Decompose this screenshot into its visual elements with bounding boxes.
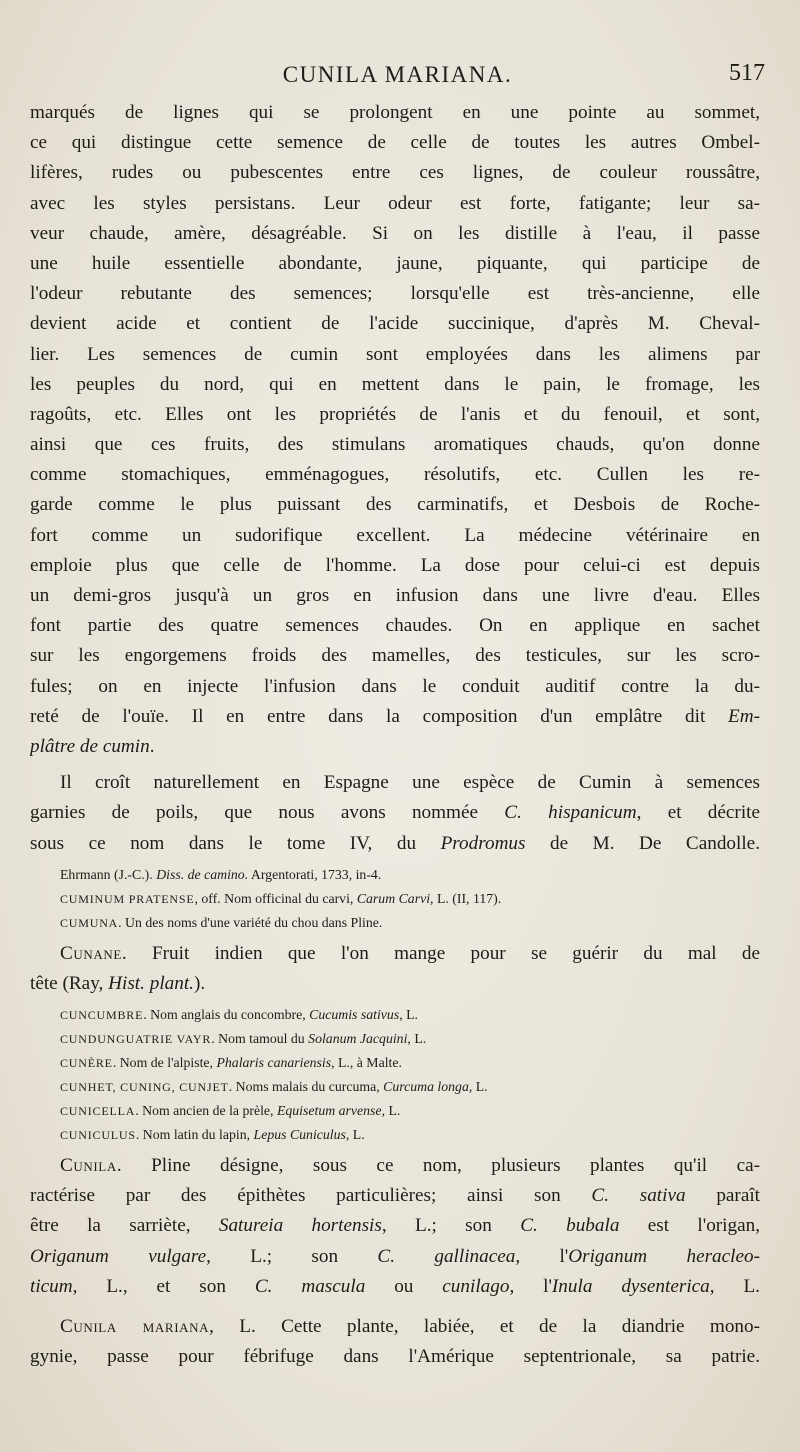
page-body bbox=[30, 98, 760, 1372]
text-line: sur les engorgemens froids des mamelles, des testicules, sur les scro- bbox=[30, 645, 760, 667]
minor-entries-1 bbox=[30, 863, 760, 935]
text-line: les peuples du nord, qui en mettent dans le pain, le fromage, les bbox=[30, 373, 760, 395]
text-line: avec les styles persistans. Leur odeur est forte, fatigante; leur sa- bbox=[30, 192, 760, 214]
entry-cunhet: CUNHET, CUNING, CUNJET. Noms malais du curcuma, Curcuma longa, L. bbox=[60, 1079, 488, 1095]
entry-cumuna: CUMUNA. Un des noms d'une variété du chou dans Pline. bbox=[60, 914, 383, 930]
text-line: garnies de poils, que nous avons nommée C. hispanicum, et décrite bbox=[30, 802, 760, 824]
entry-cundunguatrie: CUNDUNGUATRIE VAYR. Nom tamoul du Solanum Jacquini, L. bbox=[60, 1031, 427, 1047]
text-line: Cunila mariana, L. Cette plante, labiée, et de la diandrie mono- bbox=[60, 1316, 760, 1337]
text-line: Cunila. Pline désigne, sous ce nom, plusieurs plantes qu'il ca- bbox=[60, 1155, 760, 1177]
text-line: l'odeur rebutante des semences; lorsqu'elle est très-ancienne, elle bbox=[30, 283, 760, 305]
text-line: reté de l'ouïe. Il en entre dans la composition d'un emplâtre dit Em- bbox=[30, 705, 760, 727]
text-line: comme stomachiques, emménagogues, résolutifs, etc. Cullen les re- bbox=[30, 464, 760, 486]
text-line: ainsi que ces fruits, des stimulans aromatiques chauds, qu'on donne bbox=[30, 434, 760, 456]
text-line: Il croît naturellement en Espagne une espèce de Cumin à semences bbox=[60, 772, 760, 794]
text-line: sous ce nom dans le tome IV, du Prodromus de M. De Candolle. bbox=[30, 832, 760, 854]
running-title: CUNILA MARIANA. bbox=[282, 62, 513, 87]
text-line: une huile essentielle abondante, jaune, piquante, qui participe de bbox=[30, 252, 760, 274]
text-line: lier. Les semences de cumin sont employées dans les alimens par bbox=[30, 343, 760, 365]
entry-cuniculus: CUNICULUS. Nom latin du lapin, Lepus Cuniculus, L. bbox=[60, 1127, 365, 1143]
text-line: Origanum vulgare, L.; son C. gallinacea, l'Origanum heracleo- bbox=[30, 1245, 760, 1267]
text-line: ragoûts, etc. Elles ont les propriétés de l'anis et du fenouil, et sont, bbox=[30, 403, 760, 425]
entry-ehrmann: Ehrmann (J.-C.). Diss. de camino. Argentorati, 1733, in-4. bbox=[60, 866, 382, 882]
page-number: 517 bbox=[729, 60, 765, 86]
entry-cunicella: CUNICELLA. Nom ancien de la prèle, Equisetum arvense, L. bbox=[60, 1103, 401, 1119]
text-line: tête (Ray, Hist. plant.). bbox=[30, 972, 206, 994]
text-line: ce qui distingue cette semence de celle de toutes les autres Ombel- bbox=[30, 132, 760, 154]
page-header bbox=[30, 58, 765, 94]
text-line: être la sarriète, Satureia hortensis, L.; son C. bubala est l'origan, bbox=[30, 1215, 760, 1237]
entry-cuncumbre: CUNCUMBRE. Nom anglais du concombre, Cucumis sativus, L. bbox=[60, 1007, 418, 1023]
text-line: fort comme un sudorifique excellent. La médecine vétérinaire en bbox=[30, 524, 760, 546]
text-line: garde comme le plus puissant des carminatifs, et Desbois de Roche- bbox=[30, 494, 760, 516]
text-line: veur chaude, amère, désagréable. Si on les distille à l'eau, il passe bbox=[30, 222, 760, 244]
text-line: devient acide et contient de l'acide succinique, d'après M. Cheval- bbox=[30, 313, 760, 335]
text-line: emploie plus que celle de l'homme. La dose pour celui-ci est depuis bbox=[30, 554, 760, 576]
entry-cunila-mariana bbox=[30, 1312, 760, 1372]
text-line: ticum, L., et son C. mascula ou cunilago, l'Inula dysenterica, L. bbox=[30, 1275, 760, 1297]
hispanicum-paragraph bbox=[30, 768, 760, 859]
entry-cunane bbox=[30, 939, 760, 999]
minor-entries-2 bbox=[30, 1003, 760, 1147]
text-line: fules; on en injecte l'infusion dans le conduit auditif contre la du- bbox=[30, 675, 760, 697]
text-line: marqués de lignes qui se prolongent en une pointe au sommet, bbox=[30, 102, 760, 123]
text-line: gynie, passe pour fébrifuge dans l'Amérique septentrionale, sa patrie. bbox=[30, 1346, 760, 1368]
text-line: font partie des quatre semences chaudes. On en applique en sachet bbox=[30, 615, 760, 637]
entry-cunila bbox=[30, 1151, 760, 1302]
text-line: plâtre de cumin. bbox=[30, 735, 155, 757]
cumin-description-paragraph bbox=[30, 98, 760, 762]
entry-cunere: CUNÈRE. Nom de l'alpiste, Phalaris canariensis, L., à Malte. bbox=[60, 1055, 402, 1071]
entry-cuminum-pratense: CUMINUM PRATENSE, off. Nom officinal du carvi, Carum Carvi, L. (II, 117). bbox=[60, 890, 502, 906]
text-line: un demi-gros jusqu'à un gros en infusion dans une livre d'eau. Elles bbox=[30, 585, 760, 606]
text-line: lifères, rudes ou pubescentes entre ces lignes, de couleur roussâtre, bbox=[30, 162, 760, 184]
text-line: ractérise par des épithètes particulières; ainsi son C. sativa paraît bbox=[30, 1185, 760, 1207]
text-line: Cunane. Fruit indien que l'on mange pour se guérir du mal de bbox=[60, 942, 760, 964]
